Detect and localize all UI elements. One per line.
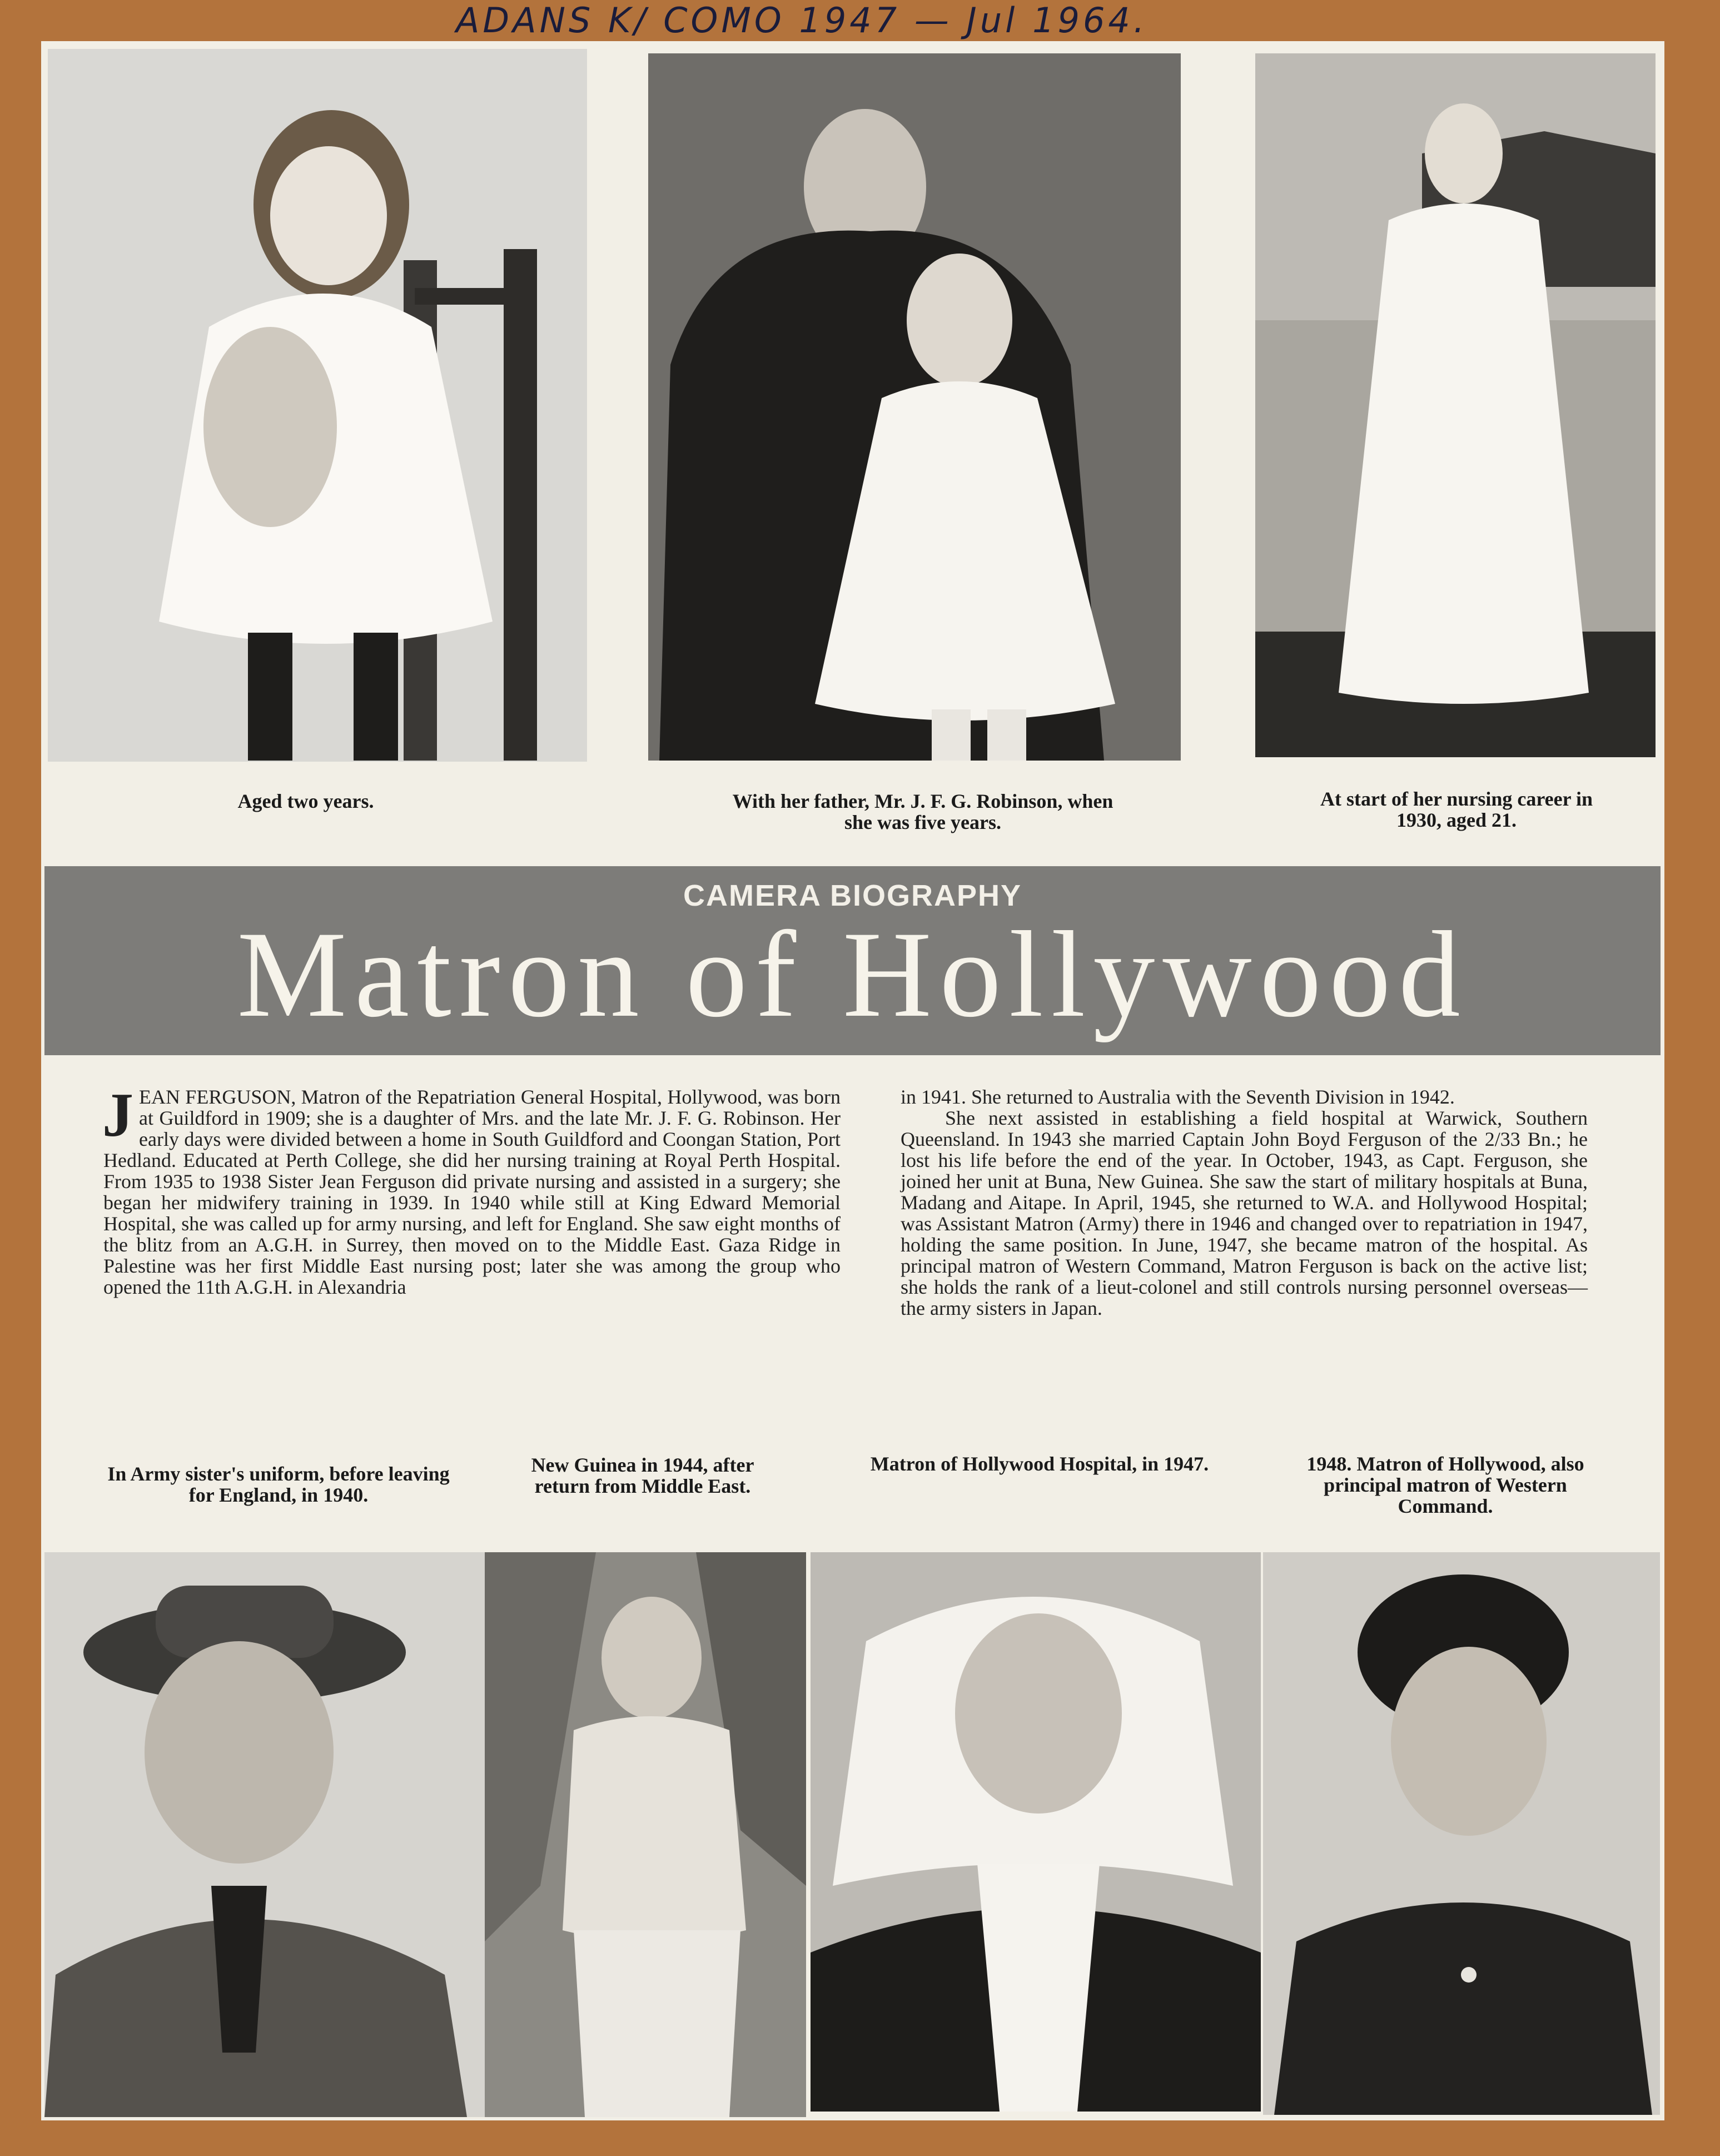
photo-matron-1948 <box>1263 1552 1660 2115</box>
photo-new-guinea <box>485 1552 806 2117</box>
photo-aged-two <box>48 49 587 762</box>
article-column-2-paragraph-2: She next assisted in establishing a field hospital at Warwick, Southern Queensland. In 1943 she married Captain John Boyd Ferguson of the 2/33 Bn.; he lost his life before the end of the year. In October, 1943, as Capt. Ferguson, she joined her unit at Buna, New Guinea. She saw the start of military hospitals at Buna, Madang and Aitape. In April, 1945, she returned to W.A. and Hollywood Hospital; was Assistant Matron (Army) there in 1946 and changed over to repatriation in 1947, holding the same position. In June, 1947, she became matron of the hospital. As principal matron of Western Command, Matron Ferguson is back on the active list; she holds the rank of a lieut-colonel and still controls nursing personnel overseas—the army sisters in Japan. <box>901 1107 1588 1319</box>
article-column-2 <box>901 1086 1588 1319</box>
caption-new-guinea: New Guinea in 1944, after return from Middle East. <box>531 1454 754 1497</box>
handwritten-note: ADANS K/ COMO 1947 — Jul 1964. <box>456 0 1148 41</box>
article-column-1-text: EAN FERGUSON, Matron of the Repatriation General Hospital, Hollywood, was born at Guildford in 1909; she is a daughter of Mrs. and the late Mr. J. F. G. Robinson. Her early days were divided between a home in South Guildford and Coongan Station, Port Hedland. Educated at Perth College, she did her nursing training at Royal Perth Hospital. From 1935 to 1938 Sister Jean Ferguson did private nursing and assisted in a surgery; she began her midwifery training in 1939. In 1940 while still at King Edward Memorial Hospital, she was called up for army nursing, and left for England. She saw eight months of the blitz from an A.G.H. in Surrey, then moved on to the Middle East. Gaza Ridge in Palestine was her first Middle East nursing post; later she was among the group who opened the 11th A.G.H. in Alexandria <box>103 1086 841 1298</box>
caption-with-father: With her father, Mr. J. F. G. Robinson, when she was five years. <box>732 790 1113 833</box>
caption-aged-two: Aged two years. <box>237 790 374 812</box>
article-column-1 <box>102 1081 841 1298</box>
caption-matron-1948: 1948. Matron of Hollywood, also principal matron of Western Command. <box>1306 1453 1584 1517</box>
caption-army-uniform: In Army sister's uniform, before leaving for England, in 1940. <box>107 1463 450 1506</box>
caption-matron-1947: Matron of Hollywood Hospital, in 1947. <box>870 1453 1209 1475</box>
photo-army-uniform <box>44 1552 485 2117</box>
article-column-2-paragraph-1: in 1941. She returned to Australia with the Seventh Division in 1942. <box>901 1086 1455 1108</box>
photo-matron-1947 <box>811 1552 1261 2112</box>
drop-cap: J <box>102 1081 133 1150</box>
title-banner <box>44 866 1661 1055</box>
banner-title: Matron of Hollywood <box>237 906 1468 1043</box>
banner-kicker: CAMERA BIOGRAPHY <box>683 879 1022 912</box>
caption-nursing-start: At start of her nursing career in 1930, aged 21. <box>1320 788 1593 831</box>
photo-with-father <box>648 53 1181 761</box>
photo-nursing-start <box>1255 53 1656 757</box>
